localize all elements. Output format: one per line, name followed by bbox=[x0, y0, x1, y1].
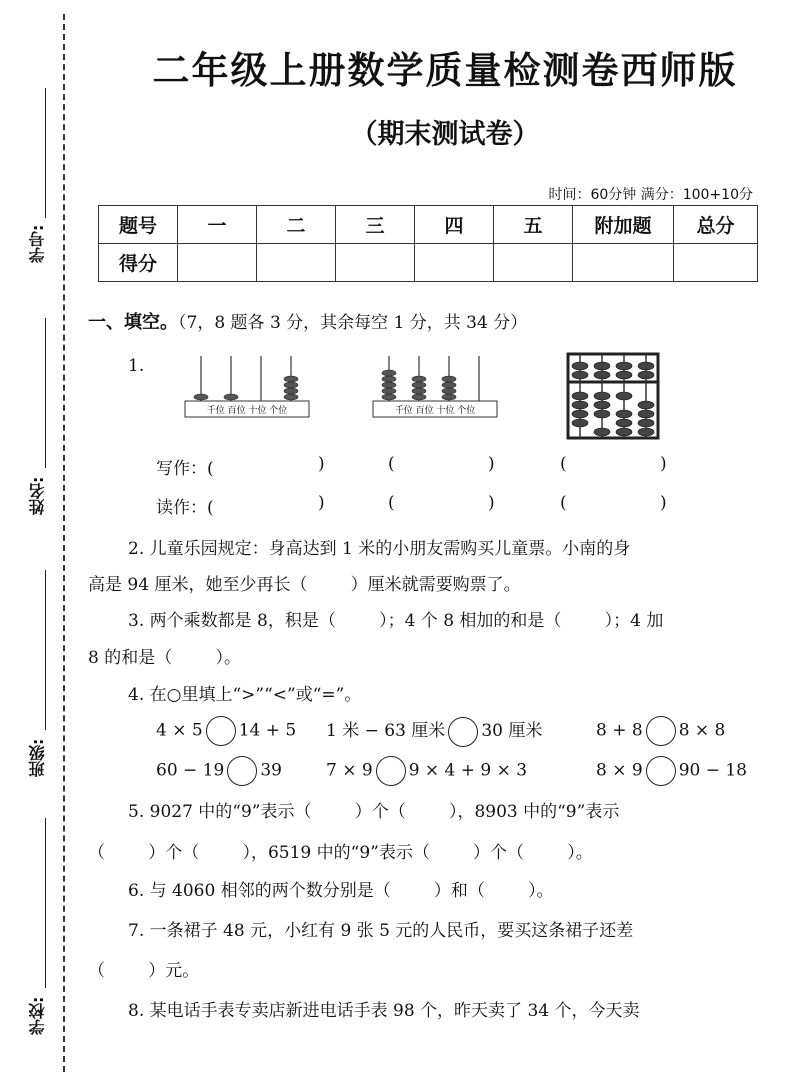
abacus-3 bbox=[566, 352, 662, 442]
section-heading bbox=[88, 308, 527, 334]
q3-line1: 3. 两个乘数都是 8，积是（ ）；4 个 8 相加的和是（ ）；4 加 bbox=[128, 611, 664, 631]
score-table-header-row bbox=[99, 206, 758, 244]
q2-line2: 高是 94 厘米，她至少再长（ ）厘米就需要购票了。 bbox=[88, 575, 521, 595]
q2-line1: 2. 儿童乐园规定：身高达到 1 米的小朋友需购买儿童票。小南的身 bbox=[128, 539, 631, 559]
q4-item-4 bbox=[156, 756, 282, 786]
q1-write-close-3: ) bbox=[660, 454, 667, 474]
score-cell[interactable] bbox=[415, 244, 494, 282]
table-header-cell: 题号 bbox=[99, 206, 178, 244]
q4-item-3 bbox=[596, 716, 725, 746]
class-line[interactable] bbox=[45, 570, 46, 730]
school-line[interactable] bbox=[45, 818, 46, 988]
score-cell[interactable] bbox=[178, 244, 257, 282]
table-header-cell: 三 bbox=[336, 206, 415, 244]
q1-read-open-3[interactable]: ( bbox=[560, 493, 567, 513]
compare-circle[interactable] bbox=[646, 756, 676, 786]
q6-line1: 6. 与 4060 相邻的两个数分别是（ ）和（ ）。 bbox=[128, 881, 554, 901]
abacus-1 bbox=[184, 354, 312, 422]
score-row-label: 得分 bbox=[99, 244, 178, 282]
table-header-cell: 四 bbox=[415, 206, 494, 244]
table-header-cell: 附加题 bbox=[573, 206, 674, 244]
student-id-label: 学号: bbox=[28, 224, 47, 264]
compare-right: 30 厘米 bbox=[481, 721, 543, 741]
class-field bbox=[26, 570, 66, 790]
q7-line2: （ ）元。 bbox=[88, 961, 200, 981]
abacus-2-place-labels: 千位 百位 十位 个位 bbox=[394, 406, 476, 416]
q3-line2: 8 的和是（ ）。 bbox=[88, 648, 241, 668]
page-title: 二年级上册数学质量检测卷西师版 bbox=[152, 49, 738, 92]
abacus-1-place-labels: 千位 百位 十位 个位 bbox=[206, 406, 288, 416]
q8-line1: 8. 某电话手表专卖店新进电话手表 98 个，昨天卖了 34 个，今天卖 bbox=[128, 1001, 640, 1021]
q5-line1: 5. 9027 中的“9”表示（ ）个（ ），8903 中的“9”表示 bbox=[128, 802, 620, 822]
q4-item-5 bbox=[326, 756, 527, 786]
compare-left: 60 − 19 bbox=[156, 760, 225, 781]
class-label: 班级: bbox=[28, 738, 47, 778]
page-subtitle: （期末测试卷） bbox=[350, 119, 540, 150]
q1-read-open-2[interactable]: ( bbox=[388, 493, 395, 513]
q1-read-close-3: ) bbox=[660, 493, 667, 513]
score-cell[interactable] bbox=[336, 244, 415, 282]
q4-intro: 4. 在○里填上“>”“<”或“=”。 bbox=[128, 685, 362, 705]
score-cell[interactable] bbox=[257, 244, 336, 282]
compare-circle[interactable] bbox=[646, 716, 676, 746]
compare-left: 8 + 8 bbox=[596, 720, 643, 741]
school-field bbox=[26, 818, 66, 1048]
score-table-score-row bbox=[99, 244, 758, 282]
q1-write-open-2[interactable]: ( bbox=[388, 454, 395, 474]
table-header-cell: 总分 bbox=[674, 206, 758, 244]
compare-left: 1 米 − 63 厘米 bbox=[326, 721, 446, 741]
section-note: （7，8 题各 3 分，其余每空 1 分，共 34 分） bbox=[178, 313, 528, 333]
abacus-2 bbox=[372, 354, 500, 422]
q7-line1: 7. 一条裙子 48 元，小红有 9 张 5 元的人民币，要买这条裙子还差 bbox=[128, 921, 634, 941]
compare-right: 90 − 18 bbox=[678, 760, 748, 781]
q1-write-close-1: ) bbox=[318, 454, 325, 474]
score-cell[interactable] bbox=[674, 244, 758, 282]
score-table bbox=[98, 205, 758, 282]
q1-write-label: 写作：( bbox=[156, 459, 214, 479]
q1-read-close-1: ) bbox=[318, 493, 325, 513]
table-header-cell: 一 bbox=[178, 206, 257, 244]
compare-right: 14 + 5 bbox=[238, 720, 297, 741]
student-id-field bbox=[26, 88, 66, 268]
q5-line2: （ ）个（ ），6519 中的“9”表示（ ）个（ ）。 bbox=[88, 843, 593, 863]
name-label: 姓名: bbox=[28, 476, 47, 516]
school-label: 学校: bbox=[28, 996, 47, 1036]
score-cell[interactable] bbox=[494, 244, 573, 282]
compare-circle[interactable] bbox=[206, 716, 236, 746]
score-cell[interactable] bbox=[573, 244, 674, 282]
compare-left: 8 × 9 bbox=[596, 760, 643, 781]
compare-circle[interactable] bbox=[448, 717, 478, 747]
compare-right: 8 × 8 bbox=[678, 720, 726, 741]
compare-circle[interactable] bbox=[227, 756, 257, 786]
q4-item-1 bbox=[156, 716, 296, 746]
q4-item-2 bbox=[326, 716, 542, 747]
student-id-line[interactable] bbox=[45, 88, 46, 218]
compare-circle[interactable] bbox=[376, 756, 406, 786]
table-header-cell: 二 bbox=[257, 206, 336, 244]
name-line[interactable] bbox=[45, 318, 46, 468]
compare-left: 4 × 5 bbox=[156, 720, 203, 741]
q1-write-close-2: ) bbox=[488, 454, 495, 474]
compare-right: 39 bbox=[260, 760, 282, 781]
name-field bbox=[26, 318, 66, 528]
q1-read-label: 读作：( bbox=[156, 498, 214, 518]
compare-left: 7 × 9 bbox=[326, 760, 373, 781]
q1-write-open-3[interactable]: ( bbox=[560, 454, 567, 474]
exam-info: 时间：60分钟 满分：100+10分 bbox=[548, 187, 753, 203]
q1-number: 1. bbox=[128, 356, 145, 376]
q4-item-6 bbox=[596, 756, 747, 786]
section-title: 一、填空。 bbox=[88, 312, 178, 333]
table-header-cell: 五 bbox=[494, 206, 573, 244]
compare-right: 9 × 4 + 9 × 3 bbox=[408, 760, 528, 781]
q1-read-close-2: ) bbox=[488, 493, 495, 513]
